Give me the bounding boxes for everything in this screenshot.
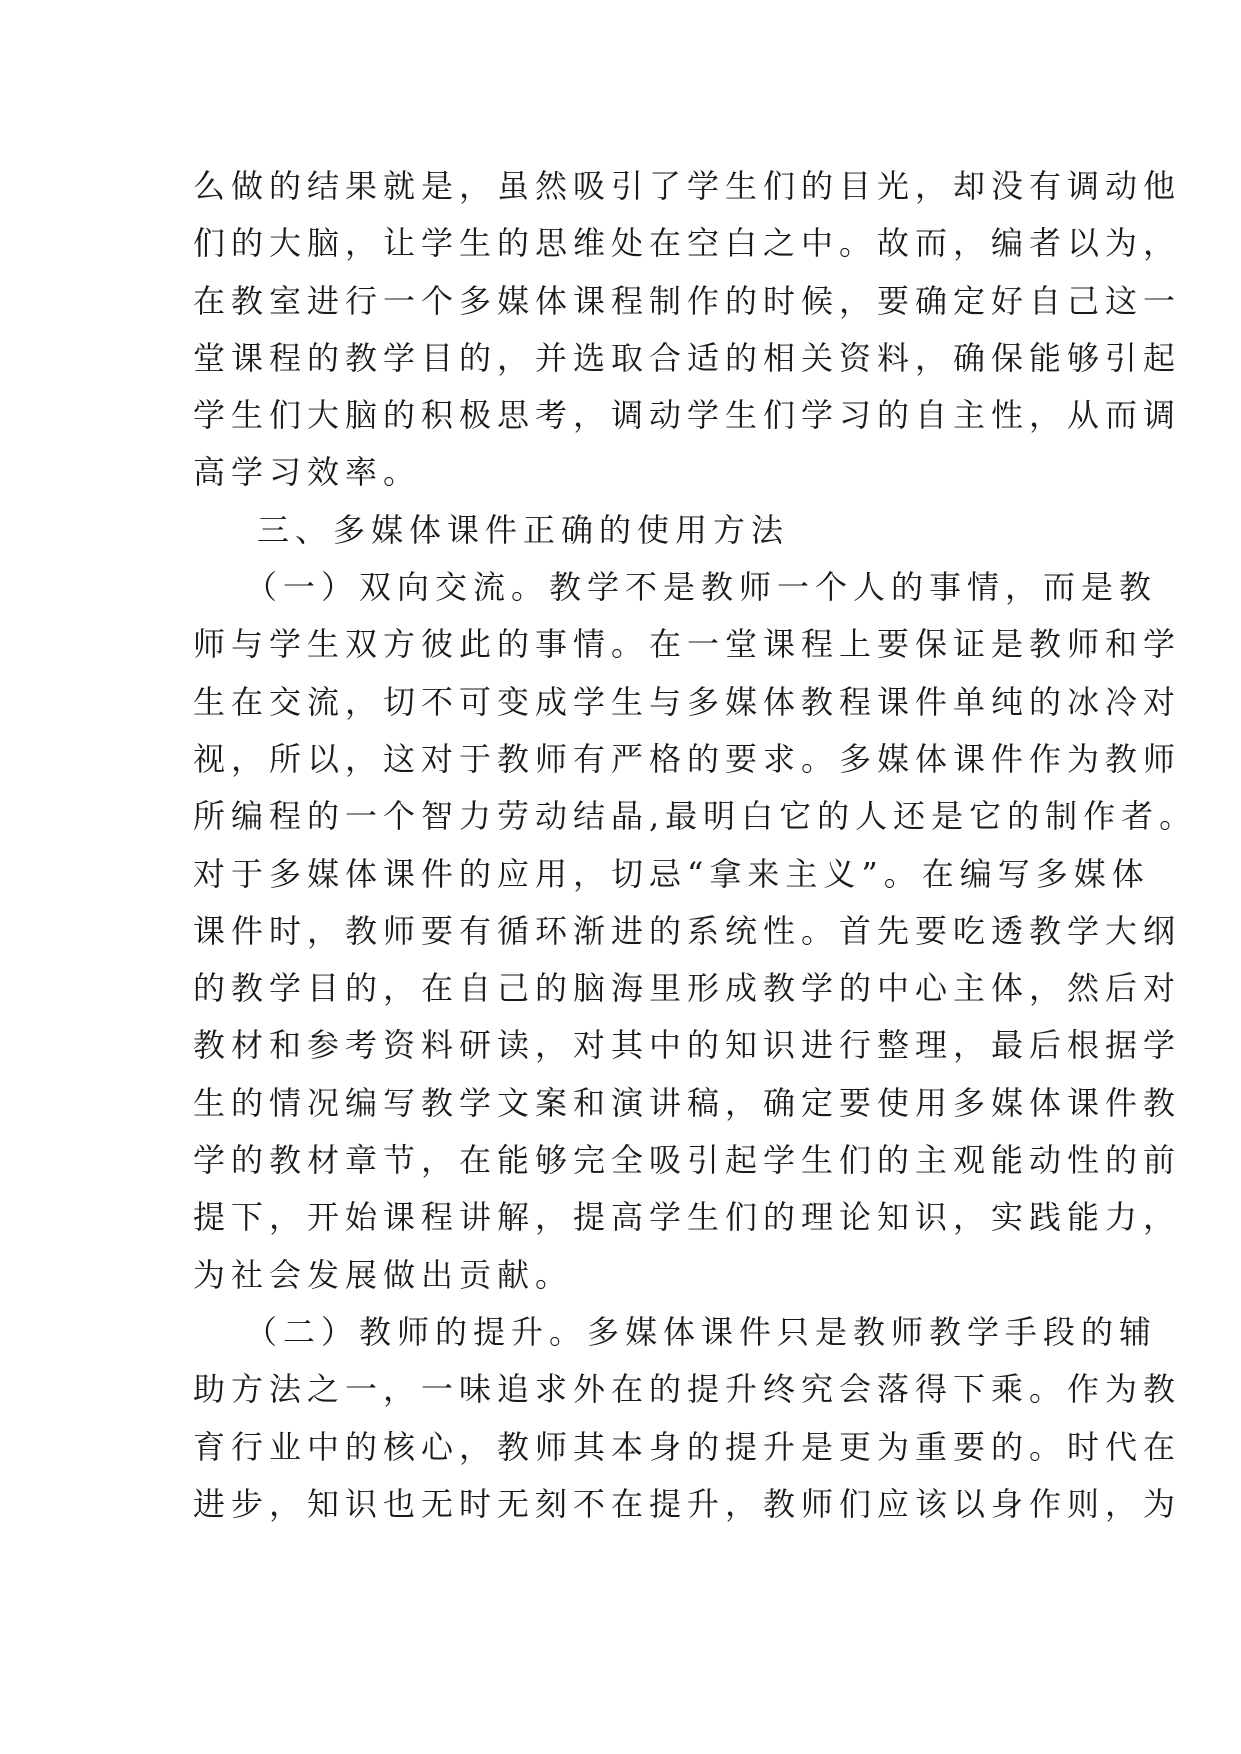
- text-line: 课件时，教师要有循环渐进的系统性。首先要吃透教学大纲: [193, 911, 1182, 950]
- text-line: 育行业中的核心，教师其本身的提升是更为重要的。时代在: [193, 1427, 1182, 1466]
- text-line: 学生们大脑的积极思考，调动学生们学习的自主性，从而调: [193, 396, 1182, 435]
- text-line: 进步，知识也无时无刻不在提升，教师们应该以身作则，为: [193, 1484, 1182, 1523]
- text-line: 为社会发展做出贡献。: [193, 1255, 574, 1294]
- text-line: 所编程的一个智力劳动结晶,最明白它的人还是它的制作者。: [193, 797, 1198, 836]
- text-line: 高学习效率。: [193, 453, 422, 492]
- text-line: 学的教材章节，在能够完全吸引起学生们的主观能动性的前: [193, 1141, 1182, 1180]
- subsection-first-line: （一）双向交流。教学不是教师一个人的事情，而是教: [245, 568, 1158, 607]
- text-line: 提下，开始课程讲解，提高学生们的理论知识，实践能力，: [193, 1198, 1182, 1237]
- text-line: 的教学目的，在自己的脑海里形成教学的中心主体，然后对: [193, 969, 1182, 1008]
- text-line: 视，所以，这对于教师有严格的要求。多媒体课件作为教师: [193, 739, 1182, 778]
- text-line: 在教室进行一个多媒体课程制作的时候，要确定好自己这一: [193, 281, 1182, 320]
- text-line: 师与学生双方彼此的事情。在一堂课程上要保证是教师和学: [193, 625, 1182, 664]
- text-line: 生的情况编写教学文案和演讲稿，确定要使用多媒体课件教: [193, 1083, 1182, 1122]
- text-line: 生在交流，切不可变成学生与多媒体教程课件单纯的冰冷对: [193, 682, 1182, 721]
- text-line: 们的大脑，让学生的思维处在空白之中。故而，编者以为，: [193, 224, 1182, 263]
- section-heading: 三、多媒体课件正确的使用方法: [257, 510, 790, 549]
- text-line: 教材和参考资料研读，对其中的知识进行整理，最后根据学: [193, 1026, 1182, 1065]
- subsection-first-line: （二）教师的提升。多媒体课件只是教师教学手段的辅: [245, 1312, 1158, 1351]
- text-line: 助方法之一，一味追求外在的提升终究会落得下乘。作为教: [193, 1370, 1182, 1409]
- text-line: 堂课程的教学目的，并选取合适的相关资料，确保能够引起: [193, 338, 1182, 377]
- text-line: 对于多媒体课件的应用，切忌“拿来主义”。在编写多媒体: [193, 854, 1150, 893]
- body-text: [193, 158, 1198, 1533]
- text-line: 么做的结果就是，虽然吸引了学生们的目光，却没有调动他: [193, 167, 1182, 205]
